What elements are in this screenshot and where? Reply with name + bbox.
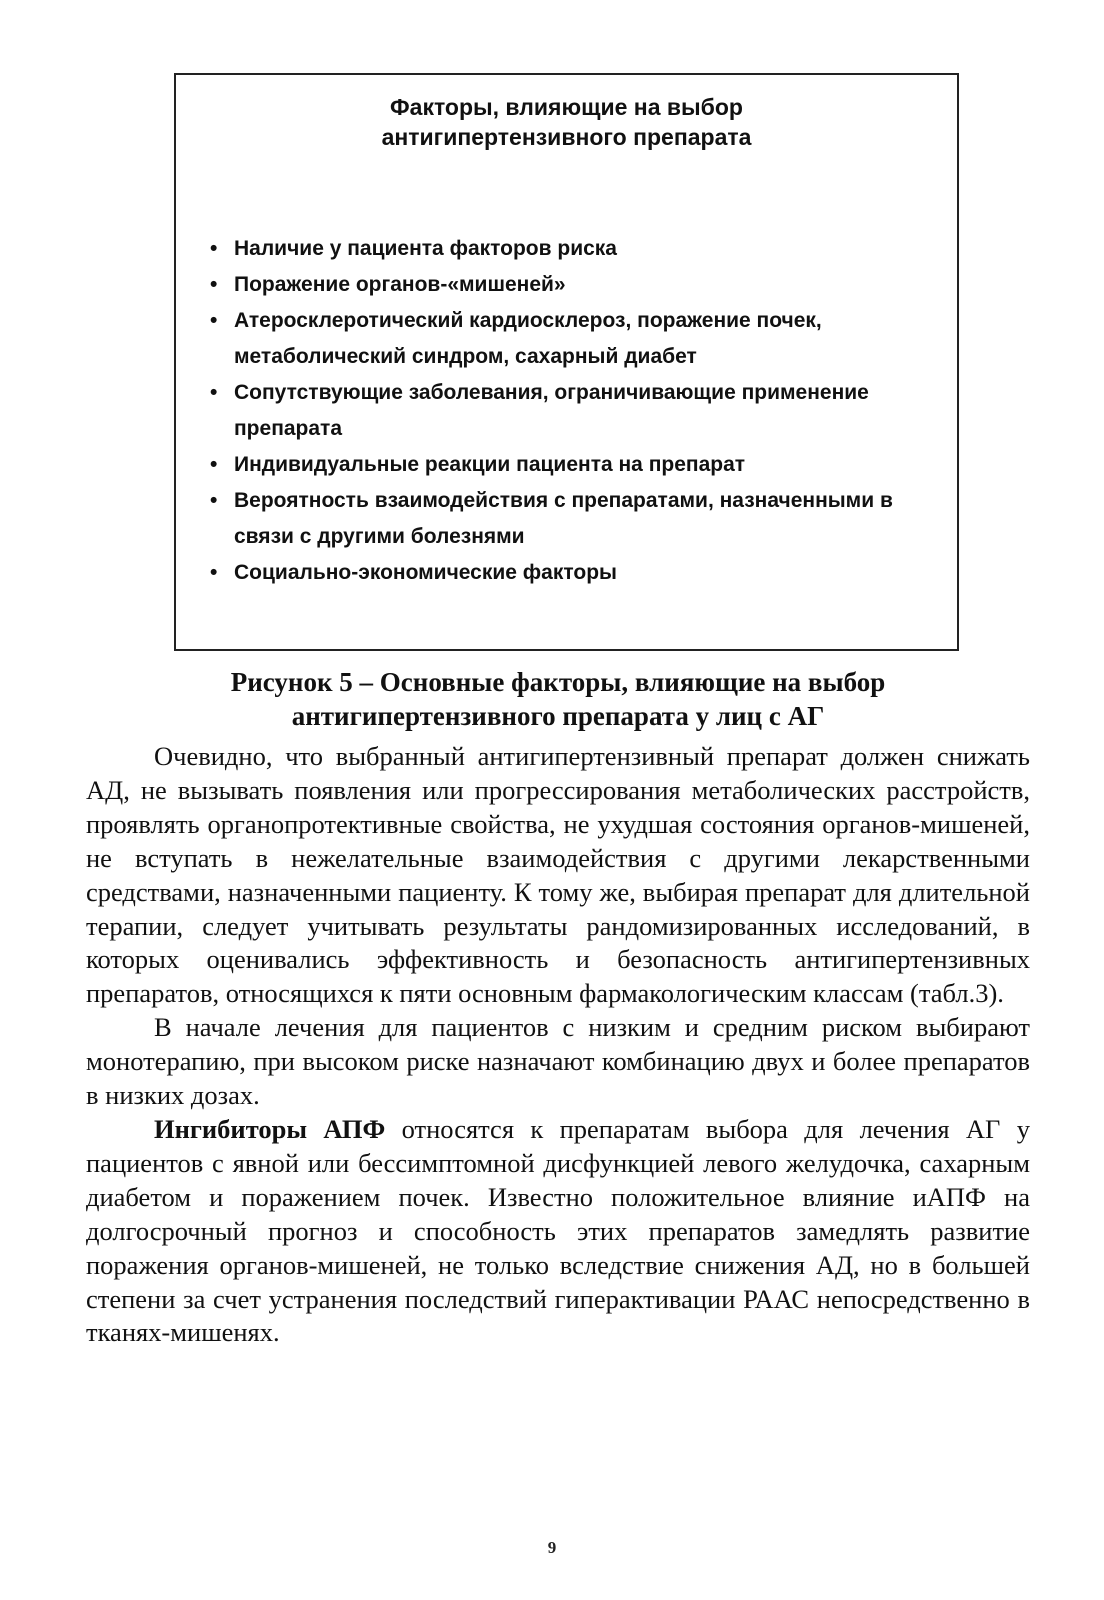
- factor-item: • Индивидуальные реакции пациента на препарат: [210, 447, 945, 483]
- paragraph-3-term: Ингибиторы АПФ: [154, 1113, 386, 1144]
- paragraph-2: В начале лечения для пациентов с низким и средним риском выбирают монотерапию, при высоком риске назначают комбинацию двух и более препаратов в низких дозах.: [86, 1012, 1030, 1111]
- factor-item: • Атеросклеротический кардиосклероз, поражение почек, метаболический синдром, сахарный диабет: [210, 303, 945, 375]
- page-number: 9: [547, 1538, 557, 1557]
- factor-item: • Социально-экономические факторы: [210, 555, 945, 591]
- factor-item: • Сопутствующие заболевания, ограничивающие применение препарата: [210, 375, 945, 447]
- paragraph-1: Очевидно, что выбранный антигипертензивный препарат должен снижать АД, не вызывать появления или прогрессирования метаболических расстройств, проявлять органопротективные свойства, не ухудшая состояния органов-мишеней, не вступать в нежелательные взаимодействия с другими лекарственными средствами, назначенными пациенту. К тому же, выбирая препарат для длительной терапии, следует учитывать результаты рандомизированных исследований, в которых оценивались эффективность и безопасность антигипертензивных препаратов, относящихся к пяти основным фармакологическим классам (табл.3).: [86, 741, 1030, 1009]
- figure-title: [176, 92, 957, 152]
- figure-caption: [86, 665, 1030, 733]
- paragraph-3: [86, 1113, 1030, 1350]
- factor-list: [210, 231, 945, 591]
- caption-line-1: Рисунок 5 – Основные факторы, влияющие на выбор: [230, 667, 886, 697]
- paragraph-3-text: относятся к препаратам выбора для лечения АГ у пациентов с явной или бессимптомной дисфункцией левого желудочка, сахарным диабетом и поражением почек. Известно положительное влияние иАПФ на долгосрочный прогноз и способность этих препаратов замедлять развитие поражения органов-мишеней, не только вследствие снижения АД, но в большей степени за счет устранения последствий гиперактивации РААС непосредственно в тканях-мишенях.: [86, 1113, 1030, 1348]
- factor-item: • Поражение органов-«мишеней»: [210, 267, 945, 303]
- caption-line-2: антигипертензивного препарата у лиц с АГ: [291, 701, 825, 731]
- factor-item: • Наличие у пациента факторов риска: [210, 231, 945, 267]
- figure-title-line-1: Факторы, влияющие на выбор: [390, 94, 743, 120]
- body-text: [86, 740, 1030, 1350]
- factor-item: • Вероятность взаимодействия с препаратами, назначенными в связи с другими болезнями: [210, 483, 945, 555]
- figure-title-line-2: антигипертензивного препарата: [381, 124, 752, 150]
- figure-box: [174, 73, 959, 651]
